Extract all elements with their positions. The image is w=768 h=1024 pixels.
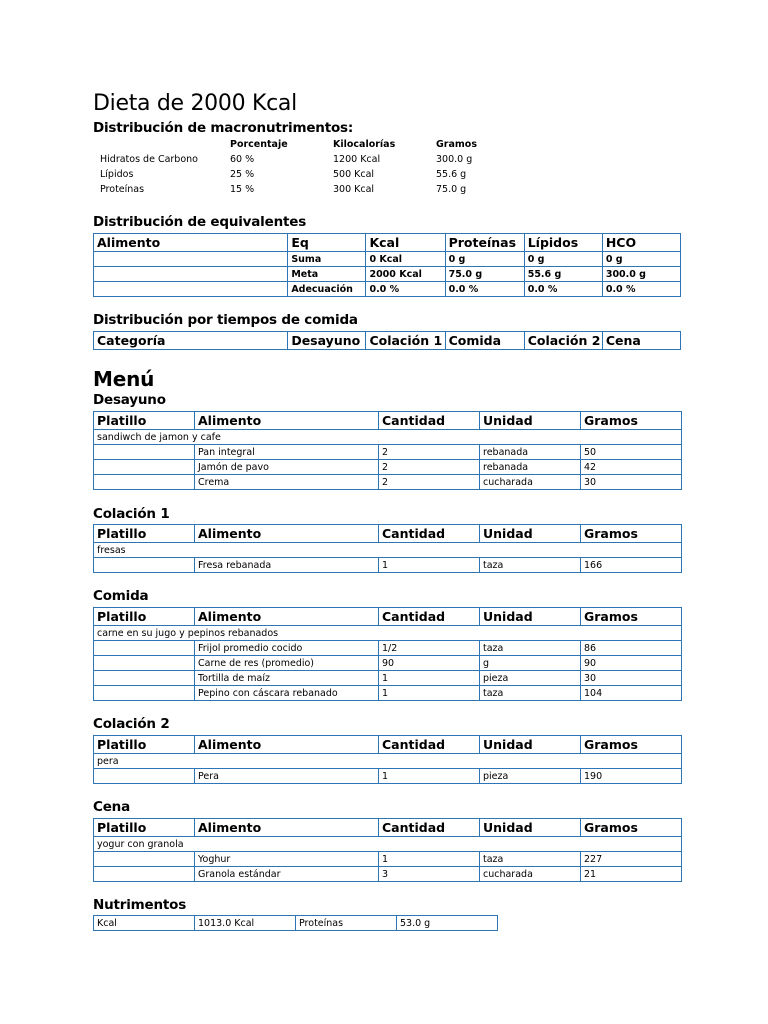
food-name: Yoghur — [195, 852, 379, 867]
empty-cell — [94, 445, 195, 460]
meal-header-cell: Platillo — [94, 819, 195, 837]
nutrimentos-label-kcal: Kcal — [94, 916, 195, 931]
food-row — [94, 769, 682, 784]
meal-header-row — [94, 736, 682, 754]
food-name: Tortilla de maíz — [195, 671, 379, 686]
equivalentes-cell: 0.0 % — [524, 282, 602, 297]
macros-cell: 55.6 g — [436, 169, 467, 180]
food-grams: 30 — [581, 475, 682, 490]
meal-header-cell: Cantidad — [379, 608, 480, 626]
food-unit: rebanada — [480, 445, 581, 460]
equivalentes-header-cell: Kcal — [366, 234, 445, 252]
meal-header-cell: Gramos — [581, 412, 682, 430]
food-row — [94, 445, 682, 460]
food-name: Fresa rebanada — [195, 558, 379, 573]
food-unit: taza — [480, 852, 581, 867]
tiempos-header-cell: Colación 1 — [366, 332, 445, 350]
macros-header-cell: Gramos — [436, 139, 477, 150]
empty-cell — [94, 641, 195, 656]
equivalentes-cell: 0 g — [445, 252, 524, 267]
food-unit: rebanada — [480, 460, 581, 475]
meal-header-cell: Alimento — [195, 412, 379, 430]
meal-header-cell: Gramos — [581, 608, 682, 626]
meal-header-cell: Unidad — [480, 608, 581, 626]
equivalentes-cell: 0.0 % — [602, 282, 680, 297]
equivalentes-header-cell: Alimento — [94, 234, 288, 252]
food-name: Pepino con cáscara rebanado — [195, 686, 379, 701]
empty-cell — [94, 460, 195, 475]
food-quantity: 2 — [379, 445, 480, 460]
macros-cell: 75.0 g — [436, 184, 467, 195]
tiempos-table — [93, 331, 681, 350]
tiempos-header-cell: Cena — [602, 332, 680, 350]
empty-cell — [94, 867, 195, 882]
macros-cell: 60 % — [230, 154, 255, 165]
food-unit: cucharada — [480, 867, 581, 882]
meal-header-cell: Unidad — [480, 736, 581, 754]
macros-row — [93, 183, 493, 198]
meal-header-cell: Alimento — [195, 819, 379, 837]
dish-name: fresas — [94, 543, 682, 558]
equivalentes-cell — [94, 267, 288, 282]
macros-header-cell: Kilocalorías — [333, 139, 396, 150]
food-row — [94, 656, 682, 671]
food-grams: 227 — [581, 852, 682, 867]
food-row — [94, 460, 682, 475]
page-title: Dieta de 2000 Kcal — [93, 91, 297, 116]
food-row — [94, 852, 682, 867]
equivalentes-row — [94, 267, 681, 282]
food-grams: 50 — [581, 445, 682, 460]
empty-cell — [94, 686, 195, 701]
meal-header-row — [94, 525, 682, 543]
food-quantity: 1 — [379, 852, 480, 867]
food-unit: cucharada — [480, 475, 581, 490]
meal-header-cell: Platillo — [94, 608, 195, 626]
equivalentes-cell: Adecuación — [288, 282, 366, 297]
dish-name: sandiwch de jamon y cafe — [94, 430, 682, 445]
food-unit: pieza — [480, 671, 581, 686]
nutrimentos-label-proteinas: Proteínas — [296, 916, 397, 931]
meal-header-cell: Cantidad — [379, 412, 480, 430]
food-unit: taza — [480, 641, 581, 656]
meal-table-comida — [93, 607, 682, 701]
meal-header-cell: Platillo — [94, 525, 195, 543]
nutrimentos-value-proteinas: 53.0 g — [397, 916, 498, 931]
nutrimentos-row — [94, 916, 498, 931]
dish-name: carne en su jugo y pepinos rebanados — [94, 626, 682, 641]
meal-header-cell: Gramos — [581, 525, 682, 543]
equivalentes-table — [93, 233, 681, 297]
meal-table-colacion-1 — [93, 524, 682, 573]
food-row — [94, 686, 682, 701]
food-name: Carne de res (promedio) — [195, 656, 379, 671]
empty-cell — [94, 769, 195, 784]
equivalentes-cell: 0 g — [602, 252, 680, 267]
meal-heading-comida: Comida — [93, 588, 149, 604]
macros-cell: 300 Kcal — [333, 184, 375, 195]
dish-row — [94, 754, 682, 769]
menu-title: Menú — [93, 367, 155, 391]
food-quantity: 1/2 — [379, 641, 480, 656]
equivalentes-cell: 0.0 % — [366, 282, 445, 297]
food-grams: 30 — [581, 671, 682, 686]
food-row — [94, 558, 682, 573]
empty-cell — [94, 475, 195, 490]
equivalentes-cell: Suma — [288, 252, 366, 267]
equivalentes-cell: 75.0 g — [445, 267, 524, 282]
macros-header-row — [93, 138, 493, 153]
food-quantity: 1 — [379, 671, 480, 686]
food-grams: 190 — [581, 769, 682, 784]
macros-heading: Distribución de macronutrimentos: — [93, 120, 354, 136]
meal-header-row — [94, 819, 682, 837]
meal-header-cell: Alimento — [195, 608, 379, 626]
nutrimentos-value-kcal: 1013.0 Kcal — [195, 916, 296, 931]
tiempos-header-cell: Colación 2 — [524, 332, 602, 350]
food-quantity: 2 — [379, 475, 480, 490]
equivalentes-heading: Distribución de equivalentes — [93, 214, 307, 230]
equivalentes-cell: 300.0 g — [602, 267, 680, 282]
food-unit: taza — [480, 558, 581, 573]
food-name: Pera — [195, 769, 379, 784]
equivalentes-header-cell: Proteínas — [445, 234, 524, 252]
macros-cell: Lípidos — [100, 169, 134, 180]
meal-heading-colacion-2: Colación 2 — [93, 716, 170, 732]
dish-row — [94, 430, 682, 445]
equivalentes-row — [94, 252, 681, 267]
tiempos-header-cell: Comida — [445, 332, 524, 350]
food-quantity: 1 — [379, 769, 480, 784]
meal-header-cell: Unidad — [480, 819, 581, 837]
food-unit: pieza — [480, 769, 581, 784]
food-row — [94, 641, 682, 656]
equivalentes-cell — [94, 252, 288, 267]
macros-cell: Proteínas — [100, 184, 145, 195]
macros-row — [93, 168, 493, 183]
dish-row — [94, 837, 682, 852]
macros-cell: 1200 Kcal — [333, 154, 381, 165]
meal-header-cell: Platillo — [94, 736, 195, 754]
food-name: Jamón de pavo — [195, 460, 379, 475]
equivalentes-cell: Meta — [288, 267, 366, 282]
meal-table-colacion-2 — [93, 735, 682, 784]
food-grams: 86 — [581, 641, 682, 656]
empty-cell — [94, 656, 195, 671]
meal-header-cell: Cantidad — [379, 525, 480, 543]
food-unit: taza — [480, 686, 581, 701]
dish-name: pera — [94, 754, 682, 769]
meal-header-row — [94, 608, 682, 626]
macros-header-cell: Porcentaje — [230, 139, 288, 150]
food-grams: 90 — [581, 656, 682, 671]
empty-cell — [94, 558, 195, 573]
food-grams: 42 — [581, 460, 682, 475]
equivalentes-header-cell: HCO — [602, 234, 680, 252]
macros-cell: 500 Kcal — [333, 169, 375, 180]
equivalentes-header-cell: Eq — [288, 234, 366, 252]
food-name: Granola estándar — [195, 867, 379, 882]
dish-row — [94, 543, 682, 558]
tiempos-header-cell: Categoría — [94, 332, 288, 350]
meal-header-cell: Unidad — [480, 412, 581, 430]
tiempos-header-row — [94, 332, 681, 350]
food-name: Crema — [195, 475, 379, 490]
macros-cell: Hidratos de Carbono — [100, 154, 198, 165]
food-row — [94, 475, 682, 490]
macros-cell: 300.0 g — [436, 154, 473, 165]
equivalentes-row — [94, 282, 681, 297]
meal-header-cell: Gramos — [581, 736, 682, 754]
meal-header-cell: Alimento — [195, 736, 379, 754]
meal-header-cell: Gramos — [581, 819, 682, 837]
food-quantity: 2 — [379, 460, 480, 475]
meal-header-row — [94, 412, 682, 430]
food-grams: 104 — [581, 686, 682, 701]
tiempos-heading: Distribución por tiempos de comida — [93, 312, 358, 328]
dish-row — [94, 626, 682, 641]
macros-cell: 25 % — [230, 169, 255, 180]
meal-header-cell: Alimento — [195, 525, 379, 543]
equivalentes-header-row — [94, 234, 681, 252]
equivalentes-cell: 2000 Kcal — [366, 267, 445, 282]
food-unit: g — [480, 656, 581, 671]
food-quantity: 3 — [379, 867, 480, 882]
macros-row — [93, 153, 493, 168]
equivalentes-cell — [94, 282, 288, 297]
equivalentes-header-cell: Lípidos — [524, 234, 602, 252]
meal-header-cell: Platillo — [94, 412, 195, 430]
empty-cell — [94, 671, 195, 686]
nutrimentos-table — [93, 915, 498, 931]
food-quantity: 1 — [379, 558, 480, 573]
meal-header-cell: Cantidad — [379, 736, 480, 754]
food-row — [94, 671, 682, 686]
food-grams: 21 — [581, 867, 682, 882]
meal-table-desayuno — [93, 411, 682, 490]
macros-table — [93, 138, 493, 198]
equivalentes-cell: 55.6 g — [524, 267, 602, 282]
nutrimentos-heading: Nutrimentos — [93, 897, 187, 913]
meal-table-cena — [93, 818, 682, 882]
empty-cell — [94, 852, 195, 867]
food-name: Pan integral — [195, 445, 379, 460]
meal-header-cell: Unidad — [480, 525, 581, 543]
tiempos-header-cell: Desayuno — [288, 332, 366, 350]
meal-heading-cena: Cena — [93, 799, 130, 815]
food-row — [94, 867, 682, 882]
equivalentes-cell: 0.0 % — [445, 282, 524, 297]
equivalentes-cell: 0 Kcal — [366, 252, 445, 267]
meal-heading-colacion-1: Colación 1 — [93, 506, 170, 522]
equivalentes-cell: 0 g — [524, 252, 602, 267]
food-quantity: 1 — [379, 686, 480, 701]
food-grams: 166 — [581, 558, 682, 573]
food-quantity: 90 — [379, 656, 480, 671]
food-name: Frijol promedio cocido — [195, 641, 379, 656]
meal-header-cell: Cantidad — [379, 819, 480, 837]
meal-heading-desayuno: Desayuno — [93, 392, 166, 408]
macros-cell: 15 % — [230, 184, 255, 195]
dish-name: yogur con granola — [94, 837, 682, 852]
